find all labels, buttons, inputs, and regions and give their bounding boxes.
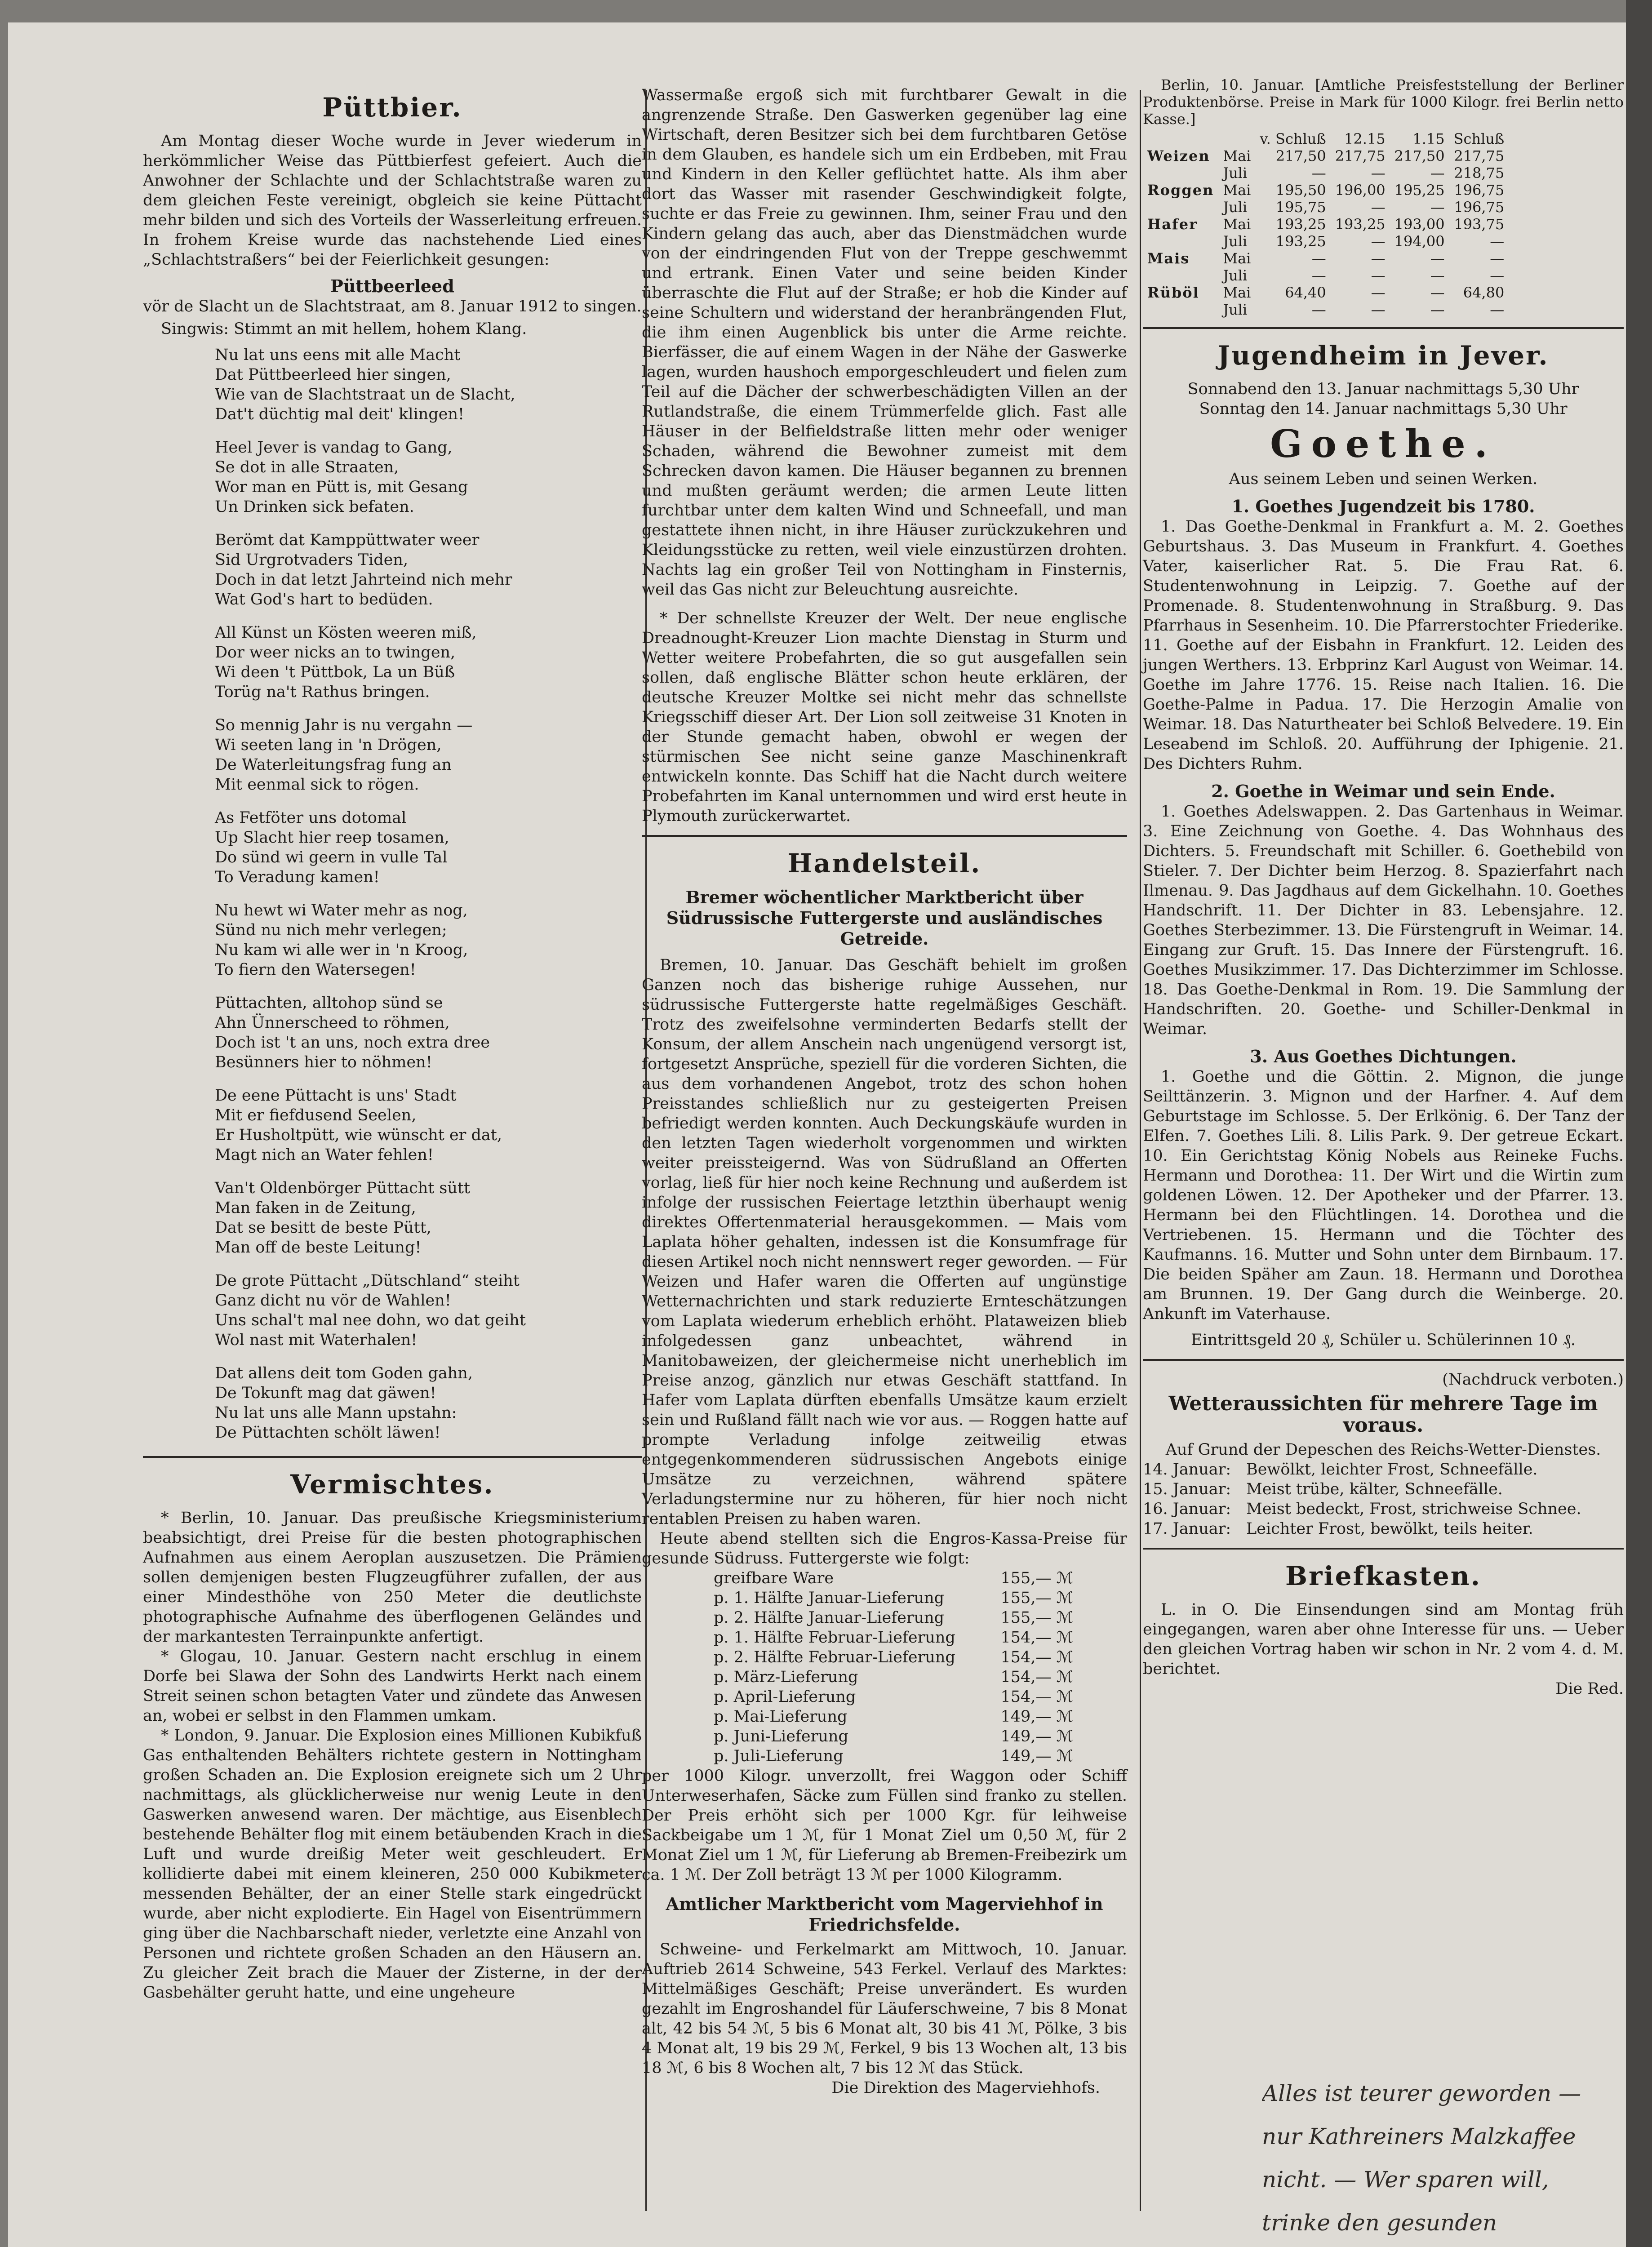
- verse-line: Van't Oldenbörger Püttacht sütt: [215, 1179, 471, 1197]
- weather-date: 14. Januar:: [1143, 1461, 1231, 1479]
- verse-line: Torüg na't Rathus bringen.: [215, 683, 430, 701]
- goethe-subtitle: Aus seinem Leben und seinen Werken.: [1229, 470, 1538, 488]
- price-value: 155,— ℳ: [1000, 1589, 1073, 1607]
- divider: [1143, 327, 1624, 329]
- price-cell: 195,50: [1275, 182, 1326, 199]
- weather-row: [1143, 1499, 1624, 1519]
- price-cell: —: [1371, 267, 1386, 284]
- price-cell: —: [1430, 164, 1445, 182]
- price-cell: 217,75: [1454, 147, 1505, 164]
- verse-line: Man faken in de Zeitung,: [215, 1199, 416, 1217]
- verse-line: Dat Püttbeerleed hier singen,: [215, 366, 451, 384]
- weather-date: 17. Januar:: [1143, 1520, 1231, 1538]
- table-row: [1143, 182, 1509, 199]
- briefkasten-text: L. in O. Die Einsendungen sind am Montag früh eingegangen, waren aber ohne Interesse für uns. — Ueber den gleichen Vortrag haben wir schon in Nr. 2 vom 4. d. M. berichtet.: [1143, 1601, 1624, 1678]
- price-cell: 193,25: [1275, 233, 1326, 250]
- stanza: [215, 1086, 642, 1165]
- table-row: [1143, 199, 1509, 216]
- market-report: Bremen, 10. Januar. Das Geschäft behielt im großen Ganzen noch das bisherige ruhige Aussehen, nur südrussische Futtergerste hatte regelmäßiges Geschäft. Trotz des zweifelsohne verminderten Bedarfs stellt der Konsum, der allem Anschein nach ungenügend versorgt ist, fortgesetzt Ansprüche, speziell für die vorderen Sichten, die aus dem vorhandenen Angebot, trotz des schon hohen Preisstandes schließlich nur zu gesteigerten Preisen befriedigt werden konnten. Auch Deckungskäufe wurden in den letzten Tagen wiederholt vorgenommen und wirkten weiter preissteigernd. Was von Südrußland an Offerten vorlag, ließ für hier noch keine Rechnung und außerdem ist infolge der russischen Feiertage letzthin überhaupt wenig direktes Offertenmaterial herausgekommen. — Mais vom Laplata höher gehalten, indessen ist die Konsumfrage für diesen Artikel noch nicht nennswert reger geworden. — Für Weizen und Hafer waren die Offerten auf ungünstige Wetternachrichten und stark reduzierte Ernteschätzungen vom Laplata wiederum erheblich erhöht. Plataweizen blieb infolgedessen ganz unbeachtet, während in Manitobaweizen, der gleichermeise nicht unerheblich im Preise anzog, gänzlich nur etwas Geschäft stattfand. In Hafer vom Laplata dürften ebenfalls Umsätze kaum erzielt sein und Rußland fällt nach wie vor aus. — Roggen hatte auf prompte Verladung infolge zeitweilig etwas entgegenkommenderen südrussischen Angebots einige Umsätze zu verzeichnen, während spätere Verladungstermine nur zu höheren, für hier noch nicht rentablen Preisen zu haben waren.: [642, 956, 1127, 1528]
- table-row: [1143, 250, 1509, 267]
- month-cell: Mai: [1223, 216, 1251, 233]
- section-text: 1. Das Goethe-Denkmal in Frankfurt a. M. 2. Goethes Geburtshaus. 3. Das Museum in Frankfurt. 4. Goethes Vater, kaiserlicher Rat. 5. Die Frau Rat. 6. Studentenwohnung in Leipzig. 7. Goethe auf der Promenade. 8. Studentenwohnung in Straßburg. 9. Das Pfarrhaus in Sesenheim. 10. Die Pfarrerstochter Friederike. 11. Goethe auf der Eisbahn in Frankfurt. 12. Leiden des jungen Werthers. 13. Erbprinz Karl August von Weimar. 14. Goethe im Jahre 1776. 15. Reise nach Italien. 16. Die Goethe-Palme in Padua. 17. Die Herzogin Amalie von Weimar. 18. Das Naturtheater bei Schloß Belvedere. 19. Ein Leseabend im Schloß. 20. Aufführung der Iphigenie. 21. Des Dichters Ruhm.: [1143, 518, 1624, 773]
- price-cell: —: [1430, 284, 1445, 301]
- verse-line: Wol nast mit Waterhalen!: [215, 1331, 417, 1349]
- divider: [642, 835, 1127, 837]
- price-row: [642, 1667, 1127, 1687]
- handwritten-line: nur Kathreiners Malzkaffee: [1262, 2123, 1576, 2149]
- stanza: [215, 530, 642, 609]
- verse-line: Berömt dat Kamppüttwater weer: [215, 531, 480, 549]
- newspaper-page: [8, 22, 1626, 2247]
- price-list: [642, 1568, 1127, 1766]
- verse-line: Nu hewt wi Water mehr as nog,: [215, 901, 468, 919]
- weather-text: Leichter Frost, bewölkt, teils heiter.: [1246, 1520, 1533, 1538]
- price-cell: 194,00: [1394, 233, 1445, 250]
- stanza: [215, 438, 642, 517]
- weather-title: Wetteraussichten für mehrere Tage im voraus.: [1168, 1392, 1598, 1437]
- verse-line: Sünd nu nich mehr verlegen;: [215, 921, 447, 939]
- berlin-header: Berlin, 10. Januar. [Amtliche Preisfeststellung der Berliner Produktenbörse. Preise in Mark für 1000 Kilogr. frei Berlin netto Kasse.]: [1143, 76, 1624, 128]
- table-row: [1143, 216, 1509, 233]
- stanza: [215, 993, 642, 1072]
- price-cell: 195,25: [1394, 182, 1445, 199]
- verse-line: Dat't düchtig mal deit' klingen!: [215, 405, 465, 423]
- price-cell: —: [1311, 164, 1326, 182]
- date-2: Sonntag den 14. Januar nachmittags 5,30 Uhr: [1199, 400, 1568, 418]
- table-header-cell: Schluß: [1453, 130, 1505, 147]
- price-row: [642, 1628, 1127, 1648]
- price-row: [642, 1707, 1127, 1727]
- verse-line: De grote Püttacht „Dütschland“ steiht: [215, 1272, 520, 1290]
- price-row: [642, 1727, 1127, 1746]
- commodity-cell: [1143, 233, 1218, 250]
- news-berlin: * Berlin, 10. Januar. Das preußische Kriegsministerium beabsichtigt, drei Preise für die besten photographischen Aufnahmen aus einem Aeroplan auszusetzen. Die Prämien sollen demjenigen besten Flugzeugführer zufallen, der aus einer Mindesthöhe von 250 Meter die deutlichste photographische Aufnahme des überflogenen Geländes und der markantesten Terrainpunkte anfertigt.: [143, 1509, 642, 1646]
- price-cell: —: [1490, 267, 1505, 284]
- price-value: 149,— ℳ: [1000, 1708, 1073, 1726]
- news-london: * London, 9. Januar. Die Explosion eines Millionen Kubikfuß Gas enthaltenden Behälters richtete gestern in Nottingham großen Schaden an. Die Explosion ereignete sich um 2 Uhr nachmittags, als glücklicherweise nur wenig Leute in den Gaswerken anwesend waren. Der mächtige, aus Eisenblech bestehende Behälter flog mit einem betäubenden Krach in die Luft und wurde dreißig Meter weit geschleudert. Er kollidierte dabei mit einem kleineren, 250 000 Kubikmeter messenden Behälter, der an einer Stelle stark eingedrückt wurde, aber nicht explodierte. Ein Hagel von Eisentrümmern ging über die Nachbarschaft nieder, verletzte eine Anzahl von Personen und richtete großen Schaden an den Häusern an. Zu gleicher Zeit brach die Mauer der Zisterne, in der der Gasbehälter geruht hatte, und eine ungeheure: [143, 1727, 642, 2002]
- verse-line: Püttachten, alltohop sünd se: [215, 994, 443, 1012]
- price-cell: 196,75: [1454, 182, 1505, 199]
- price-value: 155,— ℳ: [1000, 1609, 1073, 1627]
- table-row: [1143, 284, 1509, 301]
- table-header-cell: 12.15: [1344, 130, 1386, 147]
- price-row: [642, 1687, 1127, 1707]
- price-term: p. 1. Hälfte Januar-Lieferung: [714, 1589, 945, 1607]
- verse-line: Wie van de Slachtstraat un de Slacht,: [215, 386, 515, 404]
- price-cell: 196,75: [1454, 199, 1505, 216]
- price-value: 149,— ℳ: [1000, 1747, 1073, 1765]
- month-cell: Mai: [1223, 147, 1251, 164]
- verse-line: Wor man en Pütt is, mit Gesang: [215, 478, 468, 496]
- verse-line: Doch ist 't an uns, noch extra dree: [215, 1034, 490, 1052]
- price-cell: —: [1371, 199, 1386, 216]
- price-cell: —: [1490, 250, 1505, 267]
- vermischtes-title: Vermischtes.: [290, 1469, 494, 1500]
- stanza: [215, 623, 642, 702]
- divider: [1143, 1548, 1624, 1550]
- verse-line: De eene Püttacht is uns' Stadt: [215, 1087, 457, 1105]
- weather-basis: Auf Grund der Depeschen des Reichs-Wetter-Dienstes.: [1165, 1441, 1601, 1459]
- month-cell: Mai: [1223, 250, 1251, 267]
- price-row: [642, 1608, 1127, 1628]
- verse-line: To fiern den Watersegen!: [215, 961, 416, 979]
- news-kreuzer: * Der schnellste Kreuzer der Welt. Der neue englische Dreadnought-Kreuzer Lion machte Dienstag in Sturm und Wetter weitere Probefahrten, die so gut ausgefallen sein sollen, daß englische Blätter schon heute erklären, der deutsche Kreuzer Moltke sei nicht mehr das schnellste Kriegsschiff dieser Art. Der Lion soll zeitweise 31 Knoten in der Stunde gemacht haben, obwohl er wegen der stürmischen See nicht seine ganze Maschinenkraft entwickeln konnte. Das Schiff hat die Nacht durch weitere Probefahrten im Kanal unternommen und wird erst heute in Plymouth zurückerwartet.: [642, 609, 1127, 825]
- verse-line: De Püttachten schölt läwen!: [215, 1424, 441, 1442]
- stanza: [215, 901, 642, 980]
- price-cell: —: [1371, 301, 1386, 318]
- mager-signature: Die Direktion des Magerviehhofs.: [831, 2079, 1100, 2097]
- price-cell: —: [1490, 233, 1505, 250]
- table-header-cell: [1218, 130, 1255, 147]
- reprint-note: (Nachdruck verboten.): [1442, 1371, 1624, 1389]
- stanza: [215, 715, 642, 795]
- handwritten-line: Alles ist teurer geworden —: [1262, 2080, 1581, 2106]
- month-cell: Juli: [1223, 164, 1248, 182]
- price-term: greifbare Ware: [714, 1569, 834, 1587]
- table-row: [1143, 301, 1509, 318]
- commodity-cell: Roggen: [1147, 182, 1214, 199]
- month-cell: Juli: [1223, 267, 1248, 284]
- puettbier-title: Püttbier.: [322, 92, 462, 123]
- stanza: [215, 1178, 642, 1257]
- verse-line: Nu kam wi alle wer in 'n Kroog,: [215, 941, 468, 959]
- verse-line: Besünners hier to nöhmen!: [215, 1053, 432, 1071]
- column-2: [642, 85, 1127, 2098]
- handelsteil-title: Handelsteil.: [787, 848, 981, 879]
- month-cell: Juli: [1223, 199, 1248, 216]
- month-cell: Mai: [1223, 182, 1251, 199]
- verse-line: So mennig Jahr is nu vergahn —: [215, 716, 473, 734]
- verse-line: Sid Urgrotvaders Tiden,: [215, 551, 409, 569]
- price-cell: 217,50: [1394, 147, 1445, 164]
- verse-line: Mit eenmal sick to rögen.: [215, 776, 419, 794]
- commodity-cell: Hafer: [1147, 216, 1198, 233]
- mager-title: Amtlicher Marktbericht vom Magerviehhof in Friedrichsfelde.: [666, 1894, 1103, 1935]
- table-row: [1143, 233, 1509, 250]
- verse-line: Ganz dicht nu vör de Wahlen!: [215, 1292, 451, 1310]
- price-term: p. 2. Hälfte Januar-Lieferung: [714, 1609, 945, 1627]
- goethe-title: Goethe.: [1270, 422, 1497, 466]
- price-cell: —: [1430, 301, 1445, 318]
- commodity-cell: [1143, 267, 1218, 284]
- month-cell: Juli: [1223, 233, 1248, 250]
- weather-text: Meist trübe, kälter, Schneefälle.: [1246, 1480, 1503, 1498]
- weather-row: [1143, 1519, 1624, 1539]
- verse-line: De Waterleitungsfrag fung an: [215, 756, 452, 774]
- verse-line: Dor weer nicks an to twingen,: [215, 644, 456, 662]
- table-row: [1143, 267, 1509, 284]
- berlin-price-table: [1143, 130, 1509, 318]
- handwritten-line: [1262, 2244, 1626, 2247]
- prices-intro: Heute abend stellten sich die Engros-Kassa-Preise für gesunde Südruss. Futtergerste wie folgt:: [642, 1530, 1127, 1568]
- goethe-program: [1143, 496, 1624, 1324]
- price-term: p. März-Lieferung: [714, 1668, 858, 1686]
- handwritten-line: trinke den gesunden: [1262, 2210, 1497, 2236]
- price-cell: 217,75: [1335, 147, 1386, 164]
- commodity-cell: Rüböl: [1147, 284, 1199, 301]
- section-text: 1. Goethes Adelswappen. 2. Das Gartenhaus in Weimar. 3. Eine Zeichnung von Goethe. 4. Das Wohnhaus des Dichters. 5. Freundschaft mit Schiller. 6. Goethebild von Stieler. 7. Der Dichter beim Herzog. 8. Spazierfahrt nach Ilmenau. 9. Das Jagdhaus auf dem Gickelhahn. 10. Goethes Handschrift. 11. Der Dichter in 83. Lebensjahre. 12. Goethes Sterbezimmer. 13. Die Fürstengruft in Weimar. 14. Eingang zur Gruft. 15. Das Innere der Fürstengruft. 16. Goethes Musikzimmer. 17. Das Dichterzimmer im Schlosse. 18. Das Goethe-Denkmal in Rom. 19. Die Sammlung der Handschriften. 20. Goethe- und Schiller-Denkmal in Weimar.: [1143, 803, 1624, 1038]
- verse-line: Nu lat uns alle Mann upstahn:: [215, 1404, 457, 1422]
- verse-line: Man off de beste Leitung!: [215, 1239, 422, 1257]
- price-value: 154,— ℳ: [1000, 1629, 1073, 1647]
- verse-line: Doch in dat letzt Jahrteind nich mehr: [215, 571, 512, 589]
- verse-line: Wi seeten lang in 'n Drögen,: [215, 736, 442, 754]
- price-cell: 193,75: [1454, 216, 1505, 233]
- price-term: p. Juli-Lieferung: [714, 1747, 844, 1765]
- month-cell: Juli: [1223, 301, 1248, 318]
- verse-line: Nu lat uns eens mit alle Macht: [215, 346, 461, 364]
- market-subtitle: Bremer wöchentlicher Marktbericht über Südrussische Futtergerste und ausländisches Getreide.: [666, 887, 1103, 949]
- price-row: [642, 1746, 1127, 1766]
- briefkasten-title: Briefkasten.: [1285, 1561, 1481, 1591]
- price-row: [642, 1648, 1127, 1667]
- table-header-cell: [1143, 130, 1218, 147]
- briefkasten-signature: Die Red.: [1555, 1680, 1624, 1698]
- price-value: 149,— ℳ: [1000, 1727, 1073, 1745]
- verse-line: Un Drinken sick befaten.: [215, 498, 414, 516]
- price-cell: —: [1371, 250, 1386, 267]
- price-cell: —: [1311, 250, 1326, 267]
- price-term: p. 1. Hälfte Februar-Lieferung: [714, 1629, 955, 1647]
- verse-line: Se dot in alle Straaten,: [215, 458, 399, 476]
- price-cell: 195,75: [1275, 199, 1326, 216]
- price-term: p. April-Lieferung: [714, 1688, 856, 1706]
- price-cell: 217,50: [1275, 147, 1326, 164]
- handwritten-line: nicht. — Wer sparen will,: [1262, 2167, 1549, 2193]
- price-cell: 193,25: [1275, 216, 1326, 233]
- price-value: 154,— ℳ: [1000, 1648, 1073, 1666]
- price-cell: —: [1430, 250, 1445, 267]
- verse-line: Wat God's hart to bedüden.: [215, 591, 433, 608]
- date-1: Sonnabend den 13. Januar nachmittags 5,30 Uhr: [1187, 380, 1579, 398]
- weather-text: Bewölkt, leichter Frost, Schneefälle.: [1246, 1461, 1538, 1479]
- price-cell: 193,25: [1335, 216, 1386, 233]
- handwritten-note: [1262, 2072, 1626, 2247]
- price-cell: —: [1311, 267, 1326, 284]
- price-cell: —: [1430, 199, 1445, 216]
- price-cell: 64,40: [1285, 284, 1326, 301]
- binding-edge: [1626, 0, 1652, 2247]
- price-cell: 64,80: [1463, 284, 1505, 301]
- weather-row: [1143, 1479, 1624, 1499]
- price-cell: 193,00: [1394, 216, 1445, 233]
- verse-line: Ahn Ünnerscheed to röhmen,: [215, 1014, 450, 1032]
- weather-date: 16. Januar:: [1143, 1500, 1231, 1518]
- table-row: [1143, 147, 1509, 164]
- verse-line: Uns schal't mal nee dohn, wo dat geiht: [215, 1311, 526, 1329]
- price-value: 154,— ℳ: [1000, 1688, 1073, 1706]
- price-cell: —: [1430, 267, 1445, 284]
- song-subtitle: vör de Slacht un de Slachtstraat, am 8. Januar 1912 to singen.: [143, 298, 642, 315]
- verse-line: As Fetföter uns dotomal: [215, 809, 407, 827]
- news-london-cont: Wassermaße ergoß sich mit furchtbarer Gewalt in die angrenzende Straße. Den Gaswerken gegenüber lag eine Wirtschaft, deren Besitzer sich bei dem furchtbaren Getöse in dem Glauben, es handele sich um ein Erdbeben, mit Frau und Kindern in den Keller geflüchtet hatte. Als ihm aber dort das Wasser mit rasender Geschwindigkeit folgte, suchte er das Freie zu gewinnen. Ihm, seiner Frau und den Kindern gelang das auch, aber das Dienstmädchen wurde von der eindringenden Flut von der Treppe geschwemmt und ertrank. Einen Vater und seine beiden Kinder überraschte die Flut auf der Straße; er hob die Kinder auf seine Schultern und widerstand der heranbrängenden Flut, die ihm einen Augenblick bis unter die Arme reichte. Bierfässer, die auf einem Wagen in der Nähe der Gaswerke lagen, wurden haushoch emporgeschleudert und fielen zum Teil auf die Dächer der schwerbeschädigten Villen an der Rutlandstraße, die einem Trümmerfelde glich. Fast alle Häuser in der Belfieldstraße litten mehr oder weniger Schaden, während die Bewohner zumeist mit dem Schrecken davon kamen. Die Häuser begannen zu brennen und mußten geräumt werden; die armen Leute litten furchtbar unter dem kalten Wind und Schneefall, und man gestattete ihnen nicht, in ihre Häuser zurückzukehren und Kleidungsstücke zu retten, weil viele einzustürzen drohten. Nachts lag ein großer Teil von Nottingham in Finsternis, weil das Gas nicht zur Beleuchtung ausreichte.: [642, 86, 1127, 599]
- verse-line: Do sünd wi geern in vulle Tal: [215, 848, 448, 866]
- song-title: Püttbeerleed: [330, 276, 454, 296]
- table-row: [1143, 164, 1509, 182]
- commodity-cell: [1143, 301, 1218, 318]
- section-text: 1. Goethe und die Göttin. 2. Mignon, die junge Seilttänzerin. 3. Mignon und der Harfner. 4. Auf dem Geburtstage im Schlosse. 5. Der Erlkönig. 6. Der Tanz der Elfen. 7. Goethes Lili. 8. Lilis Park. 9. Der getreue Eckart. 10. Ein Gerichtstag König Nobels aus Reineke Fuchs. Hermann und Dorothea: 11. Der Wirt und die Wirtin zum goldenen Löwen. 12. Der Apotheker und der Pfarrer. 13. Hermann bei den Flüchtlingen. 14. Dorothea und die Vertriebenen. 15. Hermann und die Töchter des Kaufmanns. 16. Mutter und Sohn unter dem Birnbaum. 17. Die beiden Späher am Zaun. 18. Hermann und Dorothea am Brunnen. 19. Der Gang durch die Weinberge. 20. Ankunft im Vaterhause.: [1143, 1068, 1624, 1323]
- price-cell: 218,75: [1454, 164, 1505, 182]
- verse-line: Er Husholtpütt, wie wünscht er dat,: [215, 1126, 502, 1144]
- column-3: [1143, 76, 1624, 1699]
- commodity-cell: Mais: [1147, 250, 1190, 267]
- weather-text: Meist bedeckt, Frost, strichweise Schnee.: [1246, 1500, 1581, 1518]
- admission: Eintrittsgeld 20 ₰, Schüler u. Schülerinnen 10 ₰.: [1190, 1331, 1576, 1349]
- divider: [1143, 1359, 1624, 1361]
- commodity-cell: Weizen: [1147, 147, 1210, 164]
- price-cell: —: [1371, 284, 1386, 301]
- price-term: p. Juni-Lieferung: [714, 1727, 848, 1745]
- price-cell: —: [1490, 301, 1505, 318]
- verse-line: De Tokunft mag dat gäwen!: [215, 1384, 436, 1402]
- table-header-cell: v. Schluß: [1260, 130, 1326, 147]
- news-glogau: * Glogau, 10. Januar. Gestern nacht erschlug in einem Dorfe bei Slawa der Sohn des Landwirts Herkt nach einem Streit seinen schon betagten Vater und zündete das Anwesen an, wobei er selbst in den Flammen umkam.: [143, 1648, 642, 1725]
- section-title: 2. Goethe in Weimar und sein Ende.: [1211, 781, 1555, 801]
- verse-line: Up Slacht hier reep tosamen,: [215, 829, 449, 847]
- song-stanzas: [143, 345, 642, 1443]
- stanza: [215, 1363, 642, 1443]
- verse-line: To Veradung kamen!: [215, 868, 380, 886]
- verse-line: Dat allens deit tom Goden gahn,: [215, 1364, 473, 1382]
- verse-line: Wi deen 't Püttbok, La un Büß: [215, 663, 455, 681]
- weather-row: [1143, 1460, 1624, 1479]
- section-title: 3. Aus Goethes Dichtungen.: [1250, 1046, 1517, 1066]
- stanza: [215, 808, 642, 887]
- section-title: 1. Goethes Jugendzeit bis 1780.: [1231, 496, 1535, 516]
- table-header-row: [1143, 130, 1509, 147]
- month-cell: Mai: [1223, 284, 1251, 301]
- commodity-cell: [1143, 199, 1218, 216]
- price-row: [642, 1588, 1127, 1608]
- stanza: [215, 345, 642, 424]
- verse-line: Heel Jever is vandag to Gang,: [215, 439, 453, 457]
- price-cell: 196,00: [1335, 182, 1386, 199]
- puettbier-intro: Am Montag dieser Woche wurde in Jever wiederum in herkömmlicher Weise das Püttbierfest gefeiert. Auch die Anwohner der Schlachte und der Schlachtstraße waren zu dem gleichen Feste vereinigt, obgleich sie keine Püttacht mehr bilden und sich des Vorteils der Wasserleitung erfreuen. In frohem Kreise wurde das nachstehende Lied eines „Schlachtstraßers“ bei der Feierlichkeit gesungen:: [143, 132, 642, 269]
- commodity-cell: [1143, 164, 1218, 182]
- price-term: p. 2. Hälfte Februar-Lieferung: [714, 1648, 955, 1666]
- price-cell: —: [1371, 233, 1386, 250]
- price-term: p. Mai-Lieferung: [714, 1708, 848, 1726]
- table-header-cell: 1.15: [1412, 130, 1445, 147]
- column-1: [143, 81, 642, 2003]
- price-cell: —: [1371, 164, 1386, 182]
- mager-report: Schweine- und Ferkelmarkt am Mittwoch, 10. Januar. Auftrieb 2614 Schweine, 543 Ferkel. Verlauf des Marktes: Mittelmäßiges Geschäft; Preise unverändert. Es wurden gezahlt im Engroshandel für Läuferschweine, 7 bis 8 Monat alt, 42 bis 54 ℳ, 5 bis 6 Monat alt, 30 bis 41 ℳ, Pölke, 3 bis 4 Monat alt, 19 bis 29 ℳ, Ferkel, 9 bis 13 Wochen alt, 13 bis 18 ℳ, 6 bis 8 Wochen alt, 7 bis 12 ℳ das Stück.: [642, 1941, 1127, 2077]
- weather-date: 15. Januar:: [1143, 1480, 1231, 1498]
- price-value: 155,— ℳ: [1000, 1569, 1073, 1587]
- verse-line: All Künst un Kösten weeren miß,: [215, 624, 477, 642]
- verse-line: Magt nich an Water fehlen!: [215, 1146, 434, 1164]
- column-rule-2: [1140, 90, 1141, 2211]
- verse-line: Dat se besitt de beste Pütt,: [215, 1219, 432, 1237]
- weather-list: [1143, 1460, 1624, 1539]
- price-value: 154,— ℳ: [1000, 1668, 1073, 1686]
- prices-note: per 1000 Kilogr. unverzollt, frei Waggon oder Schiff Unterweserhafen, Säcke zum Füllen sind franko zu stellen. Der Preis erhöht sich per 1000 Kgr. für leihweise Sackbeigabe um 1 ℳ, für 1 Monat Ziel um 0,50 ℳ, für 2 Monat Ziel um 1 ℳ, für Lieferung ab Bremen-Freibezirk um ca. 1 ℳ. Der Zoll beträgt 13 ℳ per 1000 Kilogramm.: [642, 1767, 1127, 1884]
- price-row: [642, 1568, 1127, 1588]
- stanza: [215, 1271, 642, 1350]
- divider: [143, 1456, 642, 1458]
- price-cell: —: [1311, 301, 1326, 318]
- verse-line: Mit er fiefdusend Seelen,: [215, 1106, 417, 1124]
- song-melody: Singwis: Stimmt an mit hellem, hohem Klang.: [161, 320, 527, 338]
- jugendheim-title: Jugendheim in Jever.: [1217, 340, 1549, 371]
